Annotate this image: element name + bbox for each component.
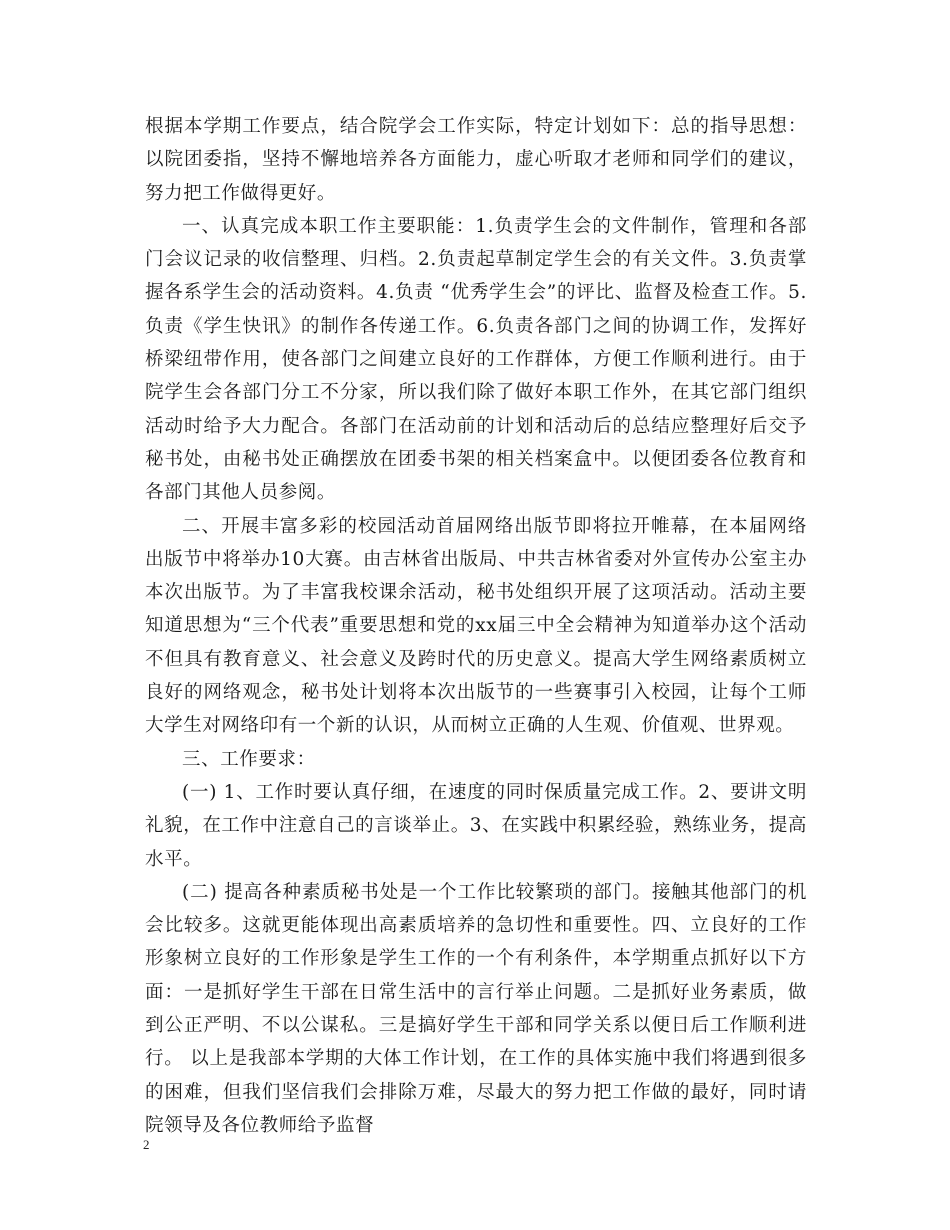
document-body xyxy=(145,110,807,1142)
requirement-two-paragraph: (二) 提高各种素质秘书处是一个工作比较繁琐的部门。接触其他部门的机会比较多。这就更能体现出高素质培养的急切性和重要性。四、立良好的工作形象树立良好的工作形象是学生工作的一个有利条件，本学期重点抓好以下方面：一是抓好学生干部在日常生活中的言行举止问题。二是抓好业务素质，做到公正严明、不以公谋私。三是搞好学生干部和同学关系以便日后工作顺利进行。 以上是我部本学期的大体工作计划，在工作的具体实施中我们将遇到很多的困难，但我们坚信我们会排除万难，尽最大的努力把工作做的最好，同时请院领导及各位教师给予监督 xyxy=(145,881,807,1136)
section-two-paragraph: 二、开展丰富多彩的校园活动首届网络出版节即将拉开帷幕，在本届网络出版节中将举办10大赛。由吉林省出版局、中共吉林省委对外宣传办公室主办本次出版节。为了丰富我校课余活动，秘书处组织开展了这项活动。活动主要知道思想为“三个代表”重要思想和党的xx届三中全会精神为知道举办这个活动不但具有教育意义、社会意义及跨时代的历史意义。提高大学生网络素质树立良好的网络观念，秘书处计划将本次出版节的一些赛事引入校园，让每个工师大学生对网络印有一个新的认识，从而树立正确的人生观、价值观、世界观。 xyxy=(145,515,807,737)
requirement-one-paragraph: (一) 1、工作时要认真仔细，在速度的同时保质量完成工作。2、要讲文明礼貌，在工作中注意自己的言谈举止。3、在实践中积累经验，熟练业务，提高水平。 xyxy=(145,781,807,870)
intro-paragraph: 根据本学期工作要点，结合院学会工作实际，特定计划如下：总的指导思想：以院团委指，坚持不懈地培养各方面能力，虚心听取才老师和同学们的建议，努力把工作做得更好。 xyxy=(145,116,807,204)
section-one-paragraph: 一、认真完成本职工作主要职能：1.负责学生会的文件制作，管理和各部门会议记录的收信整理、归档。2.负责起草制定学生会的有关文件。3.负责掌握各系学生会的活动资料。4.负责 “优秀学生会”的评比、监督及检查工作。5.负责《学生快讯》的制作各传递工作。6.负责各部门之间的协调工作，发挥好桥梁纽带作用，使各部门之间建立良好的工作群体，方便工作顺利进行。由于院学生会各部门分工不分家，所以我们除了做好本职工作外，在其它部门组织活动时给予大力配合。各部门在活动前的计划和活动后的总结应整理好后交予秘书处，由秘书处正确摆放在团委书架的相关档案盒中。以便团委各位教育和各部门其他人员参阅。 xyxy=(145,215,807,504)
section-three-heading: 三、工作要求： xyxy=(182,748,316,770)
page-number: 2 xyxy=(143,1137,150,1152)
